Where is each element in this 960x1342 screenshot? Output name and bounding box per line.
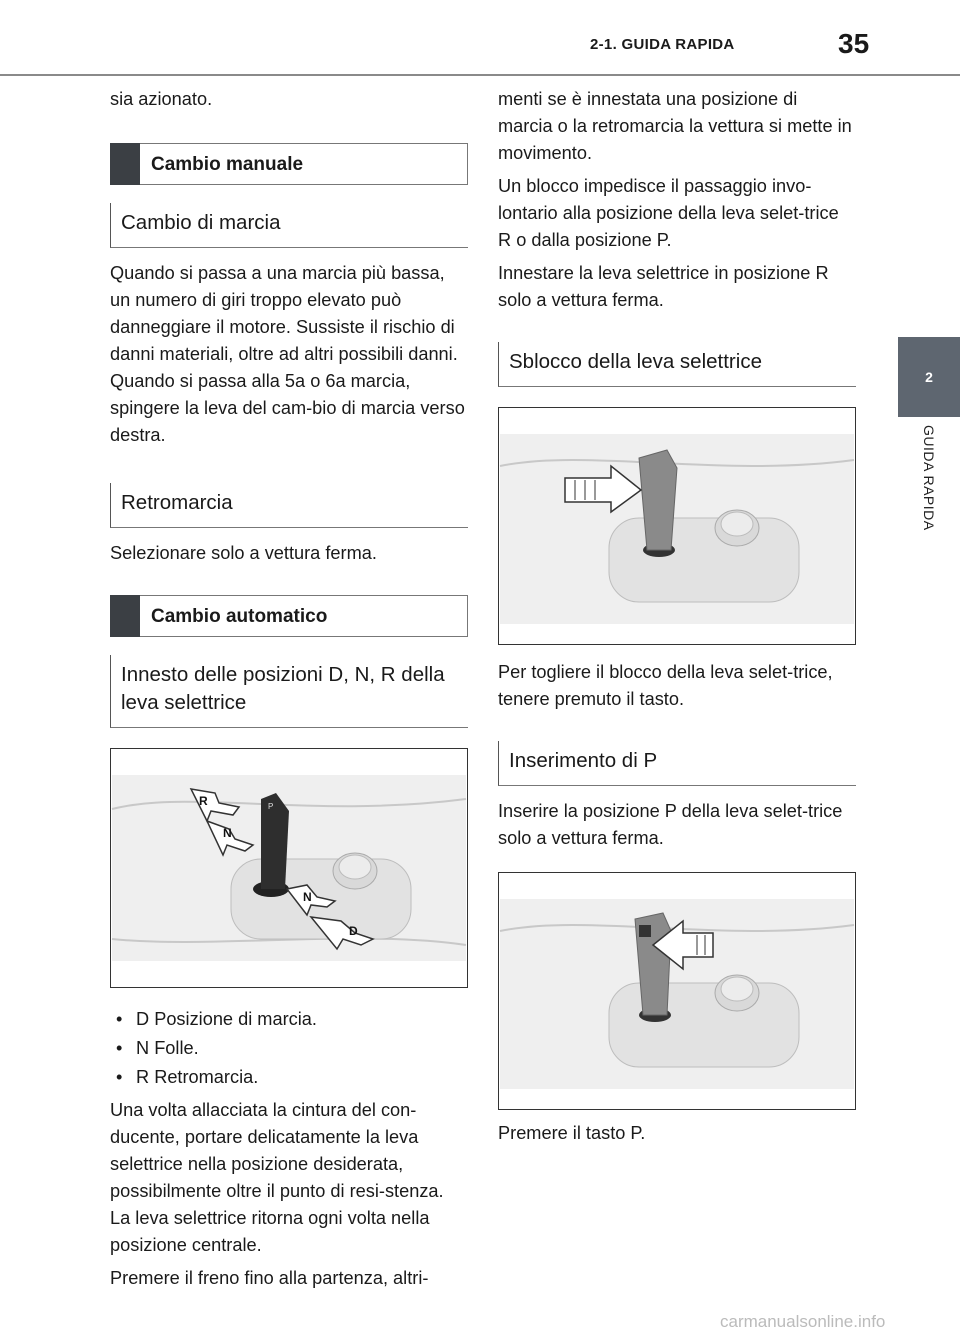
paragraph: Inserire la posizione P della leva selet-trice solo a vettura ferma. — [498, 801, 843, 848]
paragraph: Una volta allacciata la cintura del con-ducente, portare delicatamente la leva selettrice nella posizione desiderata, possibilmente oltre il punto di resi-stenza. La leva selettrice ritorna ogni volta nella posizione centrale. — [110, 1100, 444, 1255]
figure-selector-positions — [110, 748, 468, 988]
paragraph: Selezionare solo a vettura ferma. — [110, 543, 377, 563]
fig-label-p: P — [268, 802, 274, 811]
paragraph: Innestare la leva selettrice in posizione R solo a vettura ferma. — [498, 263, 829, 310]
header-rule — [0, 74, 960, 76]
running-header-section: 2-1. GUIDA RAPIDA — [590, 36, 735, 53]
subheading-shift: Cambio di marcia — [110, 203, 468, 248]
subheading-unlock: Sblocco della leva selettrice — [498, 342, 856, 387]
paragraph: Premere il freno fino alla partenza, altri- — [110, 1268, 429, 1288]
chapter-number: 2 — [925, 369, 933, 385]
banner-title: Cambio automatico — [151, 605, 328, 627]
selector-unlock-illustration — [499, 408, 855, 644]
page-number: 35 — [838, 28, 870, 59]
paragraph: Quando si passa a una marcia più bassa, un numero di giri troppo elevato può danneggiare il motore. Sussiste il rischio di danni materiali, oltre ad altri possibili danni. Quando si passa alla 5a o 6a marcia, spingere la leva del cam-bio di marcia verso destra. — [110, 263, 465, 445]
list-item: • N Folle. — [110, 1035, 468, 1062]
subheading-engage: Innesto delle posizioni D, N, R della leva selettrice — [110, 655, 468, 728]
paragraph: menti se è innestata una posizione di marcia o la retromarcia la vettura si mette in movimento. — [498, 89, 852, 163]
banner-bar — [110, 143, 140, 185]
fig-label-d: D — [349, 924, 358, 938]
gear-selector-illustration — [111, 749, 467, 987]
fig-label-n-lower: N — [303, 890, 312, 904]
subheading-park: Inserimento di P — [498, 741, 856, 786]
banner-title: Cambio manuale — [151, 153, 304, 175]
watermark[interactable]: carmanualsonline.info — [720, 1312, 886, 1331]
paragraph: sia azionato. — [110, 89, 213, 109]
fig-label-r: R — [199, 794, 208, 808]
list-item: • D Posizione di marcia. — [110, 1006, 468, 1033]
selector-park-illustration — [499, 873, 855, 1109]
figure-selector-park — [498, 872, 856, 1110]
paragraph: Per togliere il blocco della leva selet-trice, tenere premuto il tasto. — [498, 662, 833, 709]
paragraph: Un blocco impedisce il passaggio invo-lontario alla posizione della leva selet-trice R o dalla posizione P. — [498, 176, 839, 250]
fig-label-n-upper: N — [223, 826, 232, 840]
banner-bar — [110, 595, 140, 637]
position-list — [110, 1006, 468, 1091]
section-banner-manual — [110, 143, 468, 185]
chapter-title: GUIDA RAPIDA — [921, 425, 937, 531]
chapter-tab-label — [898, 425, 960, 565]
paragraph: Premere il tasto P. — [498, 1123, 646, 1143]
left-column — [110, 86, 468, 1298]
figure-selector-unlock — [498, 407, 856, 645]
list-item: • R Retromarcia. — [110, 1064, 468, 1091]
right-column — [498, 86, 856, 1153]
section-banner-automatic — [110, 595, 468, 637]
subheading-reverse: Retromarcia — [110, 483, 468, 528]
chapter-tab — [898, 337, 960, 417]
